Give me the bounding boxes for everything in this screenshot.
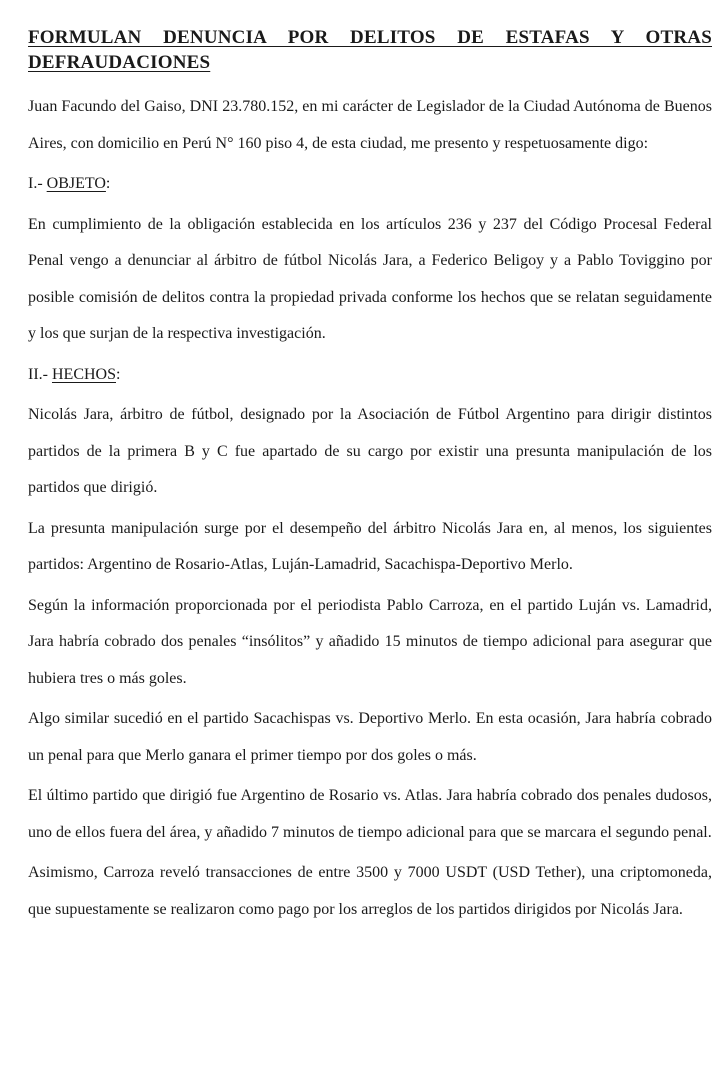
- hechos-paragraph-2: La presunta manipulación surge por el desempeño del árbitro Nicolás Jara en, al menos, los siguientes partidos: Argentino de Rosario-Atlas, Luján-Lamadrid, Sacachispa-Deportivo Merlo.: [28, 519, 712, 573]
- section-1-colon: :: [105, 175, 111, 192]
- objeto-paragraph-1: En cumplimiento de la obligación establecida en los artículos 236 y 237 del Código Procesal Federal Penal vengo a denunciar al árbitro de fútbol Nicolás Jara, a Federico Beligoy y a Pablo Toviggino por posible comisión de delitos contra la propiedad privada conforme los hechos que se relatan seguidamente y los que surjan de la respectiva investigación.: [28, 215, 712, 342]
- hechos-paragraph-5: El último partido que dirigió fue Argentino de Rosario vs. Atlas. Jara habría cobrado dos penales dudosos, uno de ellos fuera del área, y añadido 7 minutos de tiempo adicional para que se marcara el segundo penal.: [28, 787, 712, 841]
- hechos-paragraph-6: Asimismo, Carroza reveló transacciones de entre 3500 y 7000 USDT (USD Tether), una criptomoneda, que supuestamente se realizaron como pago por los arreglos de los partidos dirigidos por Nicolás Jara.: [28, 864, 712, 918]
- section-1-title: OBJETO: [46, 175, 106, 192]
- hechos-paragraph-3: Según la información proporcionada por el periodista Pablo Carroza, en el partido Luján vs. Lamadrid, Jara habría cobrado dos penales “insólitos” y añadido 15 minutos de tiempo adicional para asegurar que hubiera tres o más goles.: [28, 596, 712, 687]
- section-2-title: HECHOS: [51, 365, 116, 383]
- section-heading-hechos: [28, 357, 712, 394]
- section-2-colon: :: [116, 365, 121, 383]
- section-2-number: II.-: [28, 365, 48, 383]
- section-heading-objeto: [28, 166, 712, 203]
- hechos-paragraph-1: Nicolás Jara, árbitro de fútbol, designado por la Asociación de Fútbol Argentino para dirigir distintos partidos de la primera B y C fue apartado de su cargo por existir una presunta manipulación de los partidos que dirigió.: [28, 406, 712, 496]
- opening-paragraph: Juan Facundo del Gaiso, DNI 23.780.152, en mi carácter de Legislador de la Ciudad Autónoma de Buenos Aires, con domicilio en Perú N° 160 piso 4, de esta ciudad, me presento y respetuosamente digo:: [28, 98, 712, 152]
- section-1-number: I.-: [28, 175, 43, 192]
- document-title: FORMULAN DENUNCIA POR DELITOS DE ESTAFAS Y OTRAS DEFRAUDACIONES: [28, 27, 712, 73]
- hechos-paragraph-4: Algo similar sucedió en el partido Sacachispas vs. Deportivo Merlo. En esta ocasión, Jara habría cobrado un penal para que Merlo ganara el primer tiempo por dos goles o más.: [28, 710, 712, 764]
